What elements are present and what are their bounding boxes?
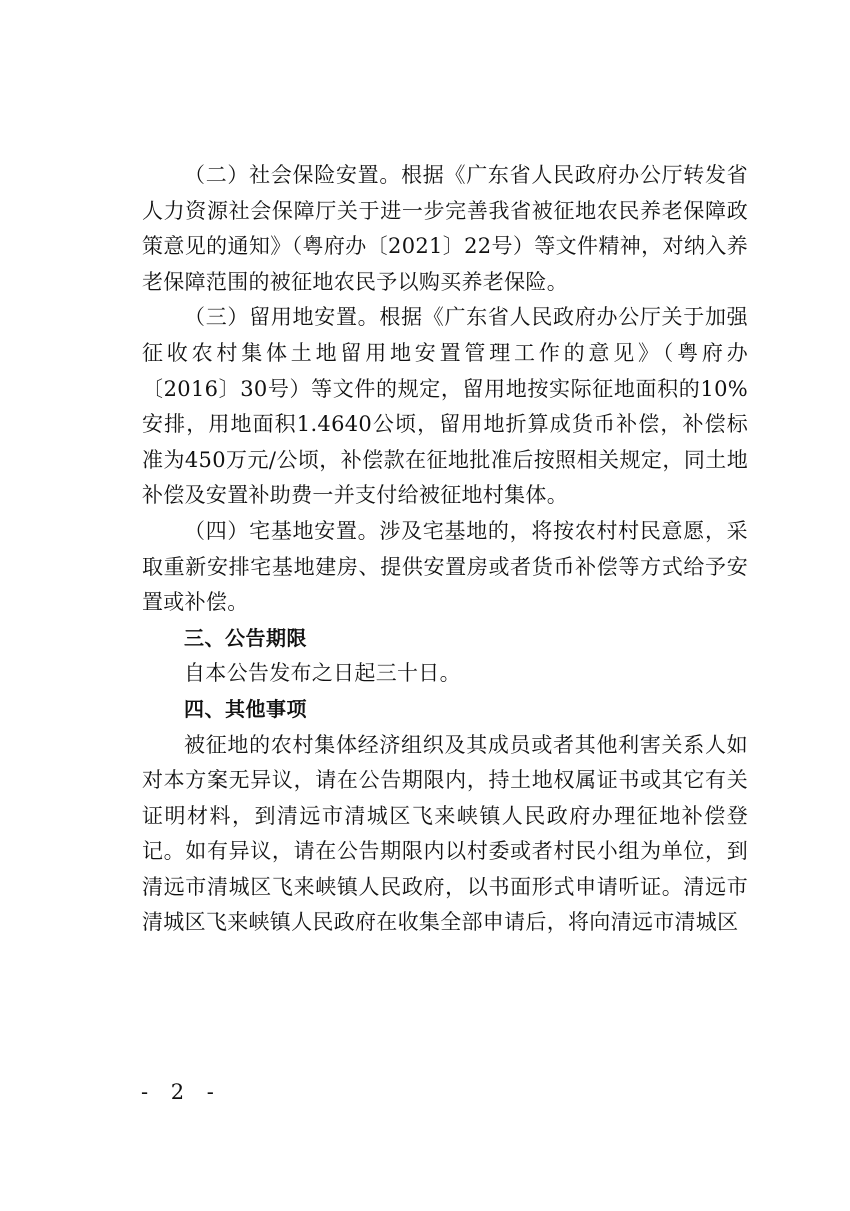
- paragraph-reserved-land: （三）留用地安置。根据《广东省人民政府办公厅关于加强征收农村集体土地留用地安置管理工作的意见》（粤府办〔2016〕30号）等文件的规定，留用地按实际征地面积的10%安排，用地面积1.4640公顷，留用地折算成货币补偿，补偿标准为450万元/公顷，补偿款在征地批准后按照相关规定，同土地补偿及安置补助费一并支付给被征地村集体。: [142, 305, 748, 508]
- paragraph-homestead: （四）宅基地安置。涉及宅基地的，将按农村村民意愿，采取重新安排宅基地建房、提供安置房或者货币补偿等方式给予安置或补偿。: [142, 518, 748, 615]
- paragraph-other-matters: 被征地的农村集体经济组织及其成员或者其他利害关系人如对本方案无异议，请在公告期限内，持土地权属证书或其它有关证明材料，到清远市清城区飞来峡镇人民政府办理征地补偿登记。如有异议，请在公告期限内以村委或者村民小组为单位，到清远市清城区飞来峡镇人民政府，以书面形式申请听证。清远市清城区飞来峡镇人民政府在收集全部申请后，将向清远市清城区: [142, 732, 748, 935]
- heading-announcement-period: 三、公告期限: [184, 625, 307, 650]
- page-number: - 2 -: [141, 1080, 222, 1104]
- paragraph-period: 自本公告发布之日起三十日。: [184, 661, 461, 686]
- paragraph-social-insurance: （二）社会保险安置。根据《广东省人民政府办公厅转发省人力资源社会保障厅关于进一步完善我省被征地农民养老保障政策意见的通知》（粤府办〔2021〕22号）等文件精神，对纳入养老保障范围的被征地农民予以购买养老保险。: [142, 163, 748, 294]
- heading-other-matters: 四、其他事项: [184, 696, 307, 721]
- document-body: [142, 158, 748, 941]
